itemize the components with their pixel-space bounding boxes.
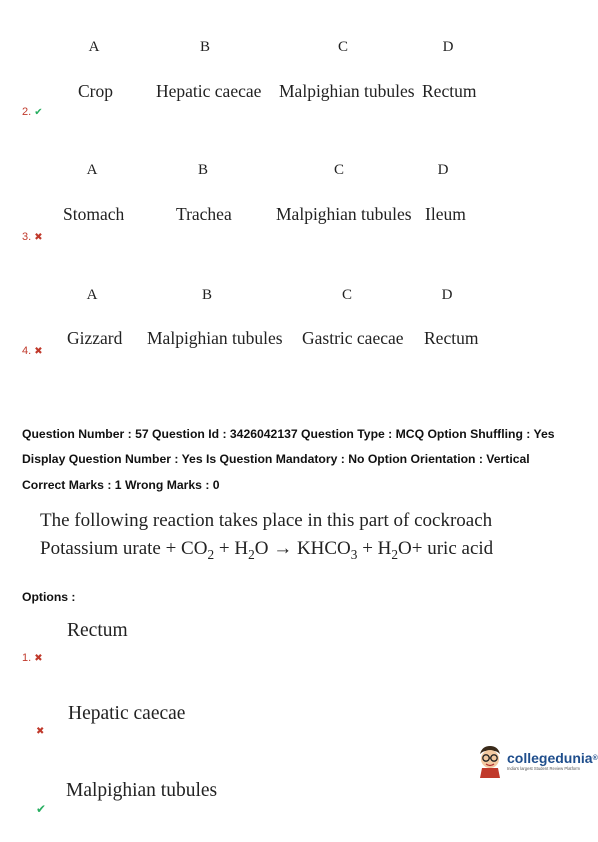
check-icon: ✔ xyxy=(34,107,43,118)
question-meta-line-1: Question Number : 57 Question Id : 3426042137 Question Type : MCQ Option Shuffling : Yes xyxy=(22,427,555,441)
col-header-d: D xyxy=(441,287,453,303)
item-a: Stomach xyxy=(63,204,125,224)
check-icon: ✔ xyxy=(36,802,47,816)
item-b: Malpighian tubules xyxy=(147,328,283,348)
item-a: Crop xyxy=(78,81,113,101)
cross-icon: ✖ xyxy=(34,653,43,664)
col-header-a: A xyxy=(86,162,98,178)
option-number: 1. ✖ xyxy=(22,652,43,664)
logo-wordmark: collegedunia® xyxy=(507,749,598,766)
option-text: Hepatic caecae xyxy=(68,703,186,724)
item-d: Rectum xyxy=(424,328,479,348)
cross-icon: ✖ xyxy=(34,232,43,243)
item-b: Trachea xyxy=(176,204,232,224)
item-c: Malpighian tubules xyxy=(276,204,412,224)
col-header-c: C xyxy=(333,162,344,178)
col-header-d: D xyxy=(437,162,449,178)
cross-icon: ✖ xyxy=(34,346,43,357)
option-number: 3. ✖ xyxy=(22,231,43,243)
option-text: Rectum xyxy=(67,620,128,641)
option-number: 4. ✖ xyxy=(22,345,43,357)
question-meta-line-3: Correct Marks : 1 Wrong Marks : 0 xyxy=(22,478,220,492)
col-header-a: A xyxy=(86,287,98,303)
mascot-icon xyxy=(476,744,504,778)
collegedunia-logo xyxy=(476,744,598,778)
col-header-c: C xyxy=(337,39,348,55)
item-a: Gizzard xyxy=(67,328,123,348)
cross-icon: ✖ xyxy=(36,726,45,737)
col-header-a: A xyxy=(88,39,100,55)
option-text: Malpighian tubules xyxy=(66,780,218,801)
question-equation: Potassium urate + $CO_2 + H_2O$ → $KHCO_3 + H_2O+$ uric acid xyxy=(40,538,494,562)
logo-tagline: India's largest Student Review Platform xyxy=(507,765,580,771)
col-header-c: C xyxy=(341,287,352,303)
item-b: Hepatic caecae xyxy=(156,81,262,101)
col-header-b: B xyxy=(199,39,210,55)
question-meta-line-2: Display Question Number : Yes Is Question Mandatory : No Option Orientation : Vertical xyxy=(22,452,530,466)
item-c: Malpighian tubules xyxy=(279,81,415,101)
item-d: Ileum xyxy=(425,204,466,224)
col-header-b: B xyxy=(197,162,208,178)
item-d: Rectum xyxy=(422,81,477,101)
col-header-b: B xyxy=(201,287,212,303)
option-number: 2. ✔ xyxy=(22,106,43,118)
item-c: Gastric caecae xyxy=(302,328,404,348)
col-header-d: D xyxy=(442,39,454,55)
question-text: The following reaction takes place in this part of cockroach xyxy=(40,510,493,531)
options-label: Options : xyxy=(22,590,76,604)
